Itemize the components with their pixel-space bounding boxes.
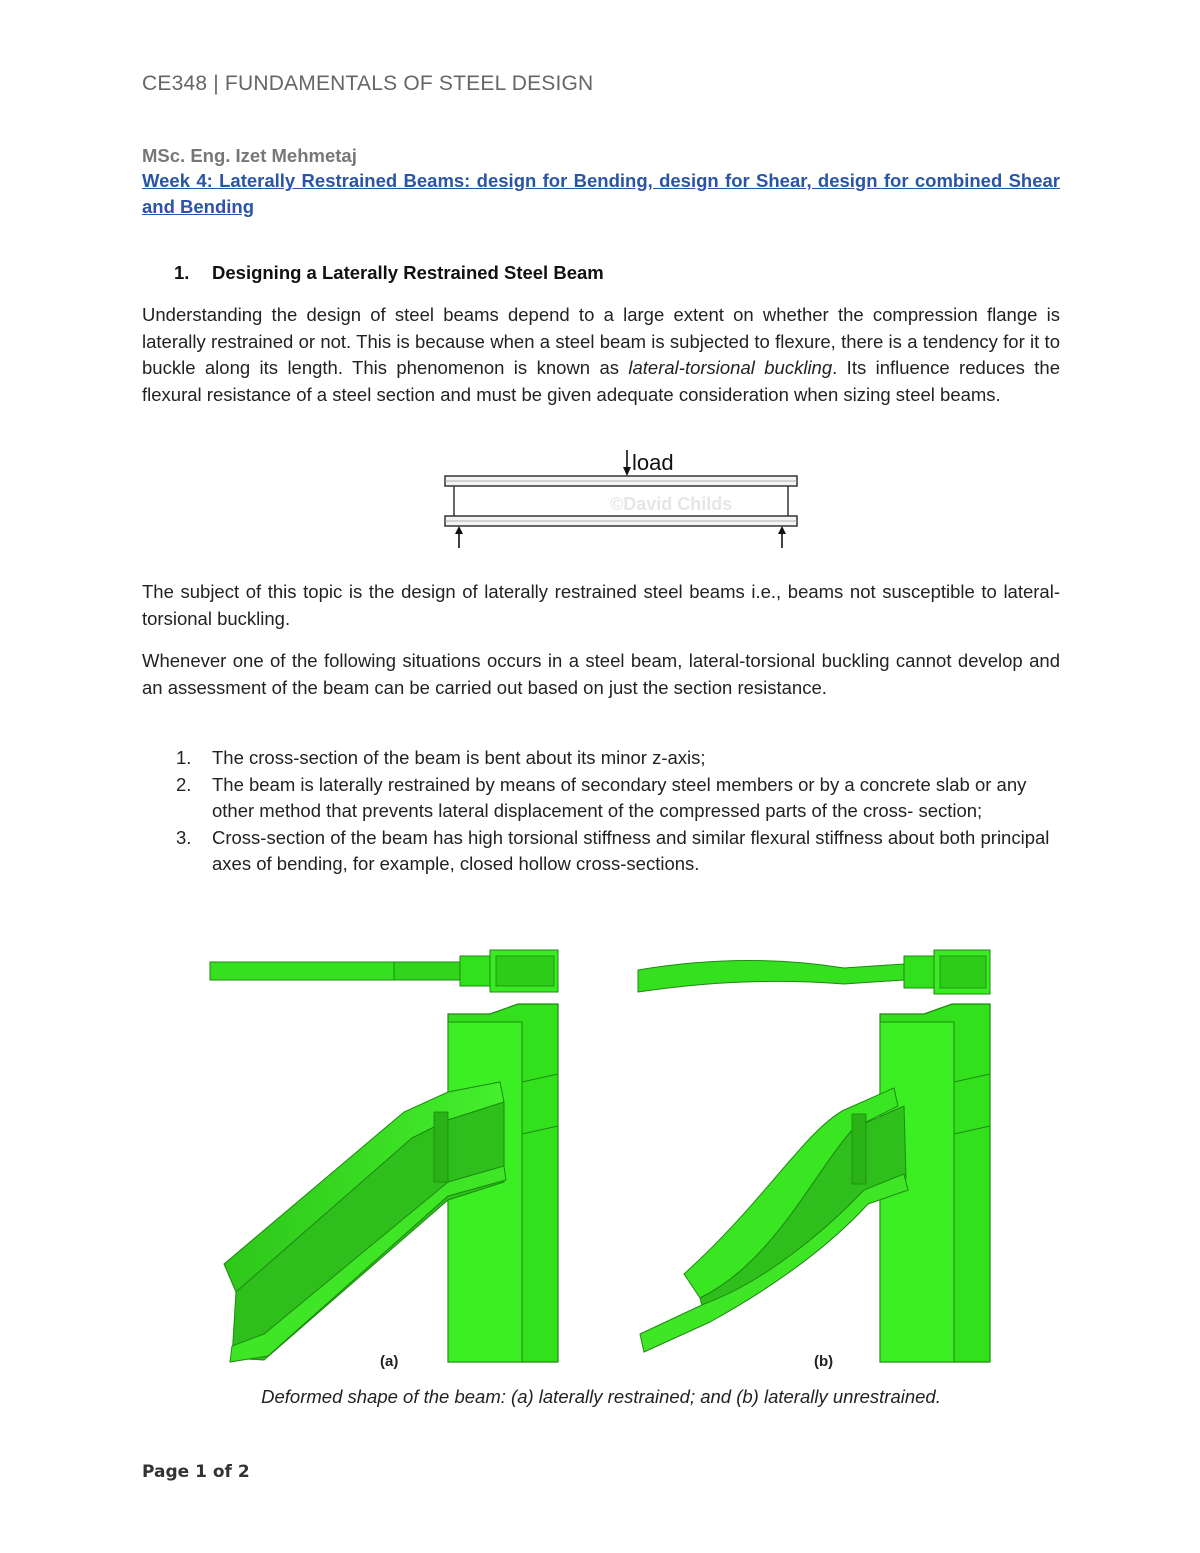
- watermark: ©David Childs: [610, 494, 733, 514]
- deformed-beam-illustration: [204, 942, 1004, 1372]
- beam-diagram: [440, 448, 802, 550]
- beam-b: [640, 1088, 908, 1352]
- intro-text-2: . Its influence reduces the flexural resistance of a steel section and must be given adequate consideration when sizing steel beams.: [142, 357, 1060, 405]
- author-name: MSc. Eng. Izet Mehmetaj: [142, 145, 357, 166]
- label-a: (a): [380, 1353, 399, 1370]
- page-number: Page 1 of 2: [142, 1462, 250, 1482]
- section-title: Designing a Laterally Restrained Steel Beam: [212, 262, 604, 283]
- support-arrow-left-icon: [455, 526, 463, 534]
- situations-intro-paragraph: Whenever one of the following situations occurs in a steel beam, lateral-torsional buckling cannot develop and an assessment of the beam can be carried out based on just the section resistance.: [142, 650, 1060, 698]
- subject-paragraph: The subject of this topic is the design of laterally restrained steel beams i.e., beams not susceptible to lateral-torsional buckling.: [142, 581, 1060, 629]
- intro-paragraph: [142, 302, 1060, 408]
- section-heading: [174, 262, 604, 284]
- load-label: load: [632, 450, 674, 475]
- situations-list: [142, 745, 1060, 878]
- plan-view-b: [638, 950, 990, 994]
- figure-caption: Deformed shape of the beam: (a) laterally restrained; and (b) laterally unrestrained.: [261, 1386, 941, 1407]
- list-item: 2. The beam is laterally restrained by means of secondary steel members or by a concrete slab or any other method that prevents lateral displacement of the compressed parts of the cross- section;: [176, 773, 1027, 821]
- document-header: CE348 | FUNDAMENTALS OF STEEL DESIGN: [142, 72, 594, 95]
- list-item: 3. Cross-section of the beam has high torsional stiffness and similar flexural stiffness about both principal axes of bending, for example, closed hollow cross-sections.: [176, 826, 1050, 874]
- plan-view-a: [210, 950, 558, 992]
- list-item: 1. The cross-section of the beam is bent about its minor z-axis;: [176, 747, 706, 768]
- intro-text-1: Understanding the design of steel beams depend to a large extent on whether the compression flange is laterally restrained or not. This is because when a steel beam is subjected to flexure, there is a tendency for it to buckle along its length. This phenomenon is known as: [142, 304, 1060, 378]
- section-number: 1.: [174, 262, 190, 283]
- support-arrow-right-icon: [778, 526, 786, 534]
- load-arrow-icon: [623, 467, 631, 476]
- week-title-link[interactable]: Week 4: Laterally Restrained Beams: design for Bending, design for Shear, design for combined Shear and Bending: [142, 170, 1060, 217]
- label-b: (b): [814, 1353, 834, 1370]
- intro-italic-term: lateral-torsional buckling: [628, 357, 833, 378]
